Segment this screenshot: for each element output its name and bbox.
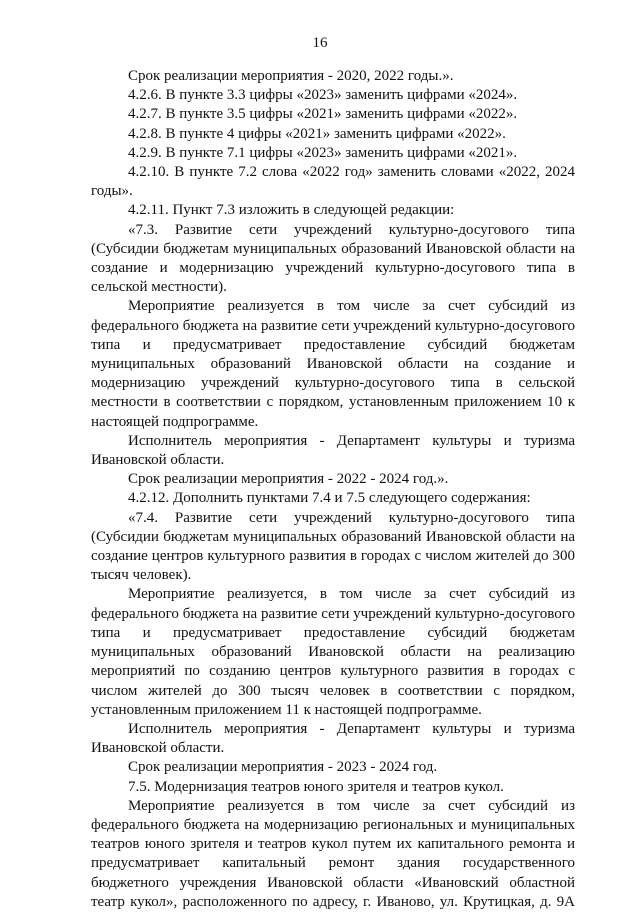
paragraph-4-2-7: 4.2.7. В пункте 3.5 цифры «2021» заменить цифрами «2022». [128,106,518,123]
paragraph-4-2-12: 4.2.12. Дополнить пунктами 7.4 и 7.5 следующего содержания: [128,490,531,507]
paragraph-item-7-4-deadline: Срок реализации мероприятия - 2023 - 2024 год. [128,759,438,776]
paragraph-item-7-4-executor: Исполнитель мероприятия - Департамент культуры и туризма Ивановской области. [91,720,575,757]
paragraph-4-2-11: 4.2.11. Пункт 7.3 изложить в следующей редакции: [128,202,455,219]
paragraph-4-2-6: 4.2.6. В пункте 3.3 цифры «2023» заменить цифрами «2024». [128,87,518,104]
page-number: 16 [312,35,328,51]
paragraph-item-7-5-description: Мероприятие реализуется в том числе за счет субсидий из федерального бюджета на модернизацию региональных и муниципальных театров юного зрителя и театров кукол путем их капитального ремонта и предусматривает капитальный ремонт здания государственного бюджетного учреждения Ивановской области «Ивановский областной театр кукол», расположенного по адресу, г. Иваново, ул. Крутицкая, д. 9А [91,797,575,910]
paragraph-4-2-10: 4.2.10. В пункте 7.2 слова «2022 год» заменить словами «2022, 2024 годы». [91,164,575,200]
paragraph-item-7-3-title: «7.3. Развитие сети учреждений культурно-досугового типа (Субсидии бюджетам муниципальных образований Ивановской области на создание и модернизацию учреждений культурно-досугового типа в сельской местности). [91,221,575,296]
paragraph-4-2-9: 4.2.9. В пункте 7.1 цифры «2023» заменить цифрами «2021». [128,144,518,161]
paragraph-item-7-3-deadline: Срок реализации мероприятия - 2022 - 2024 год.». [128,471,449,488]
paragraph-item-7-3-description: Мероприятие реализуется в том числе за счет субсидий из федерального бюджета на развитие сети учреждений культурно-досугового типа и предусматривает предоставление субсидий бюджетам муниципальных образований Ивановской области на создание и модернизацию учреждений культурно-досугового типа в сельской местности в соответствии с порядком, установленным приложением 10 к настоящей подпрограмме. [91,298,575,430]
paragraph-item-7-4-description: Мероприятие реализуется, в том числе за счет субсидий из федерального бюджета на развитие сети учреждений культурно-досугового типа и предусматривает предоставление субсидий бюджетам муниципальных образований Ивановской области на реализацию мероприятий по созданию центров культурного развития в городах с числом жителей до 300 тысяч человек в соответствии с порядком, установленным приложением 11 к настоящей подпрограмме. [91,586,575,718]
paragraph-deadline-2020-2022: Срок реализации мероприятия - 2020, 2022 годы.». [128,68,454,84]
paragraph-4-2-8: 4.2.8. В пункте 4 цифры «2021» заменить цифрами «2022». [128,125,506,142]
paragraph-item-7-3-executor: Исполнитель мероприятия - Департамент культуры и туризма Ивановской области. [91,432,575,469]
paragraph-item-7-4-title: «7.4. Развитие сети учреждений культурно-досугового типа (Субсидии бюджетам муниципальных образований Ивановской области на создание центров культурного развития в городах с числом жителей до 300 тысяч человек). [91,509,575,584]
paragraph-item-7-5-title: 7.5. Модернизация театров юного зрителя и театров кукол. [128,778,504,795]
document-body [91,67,575,912]
